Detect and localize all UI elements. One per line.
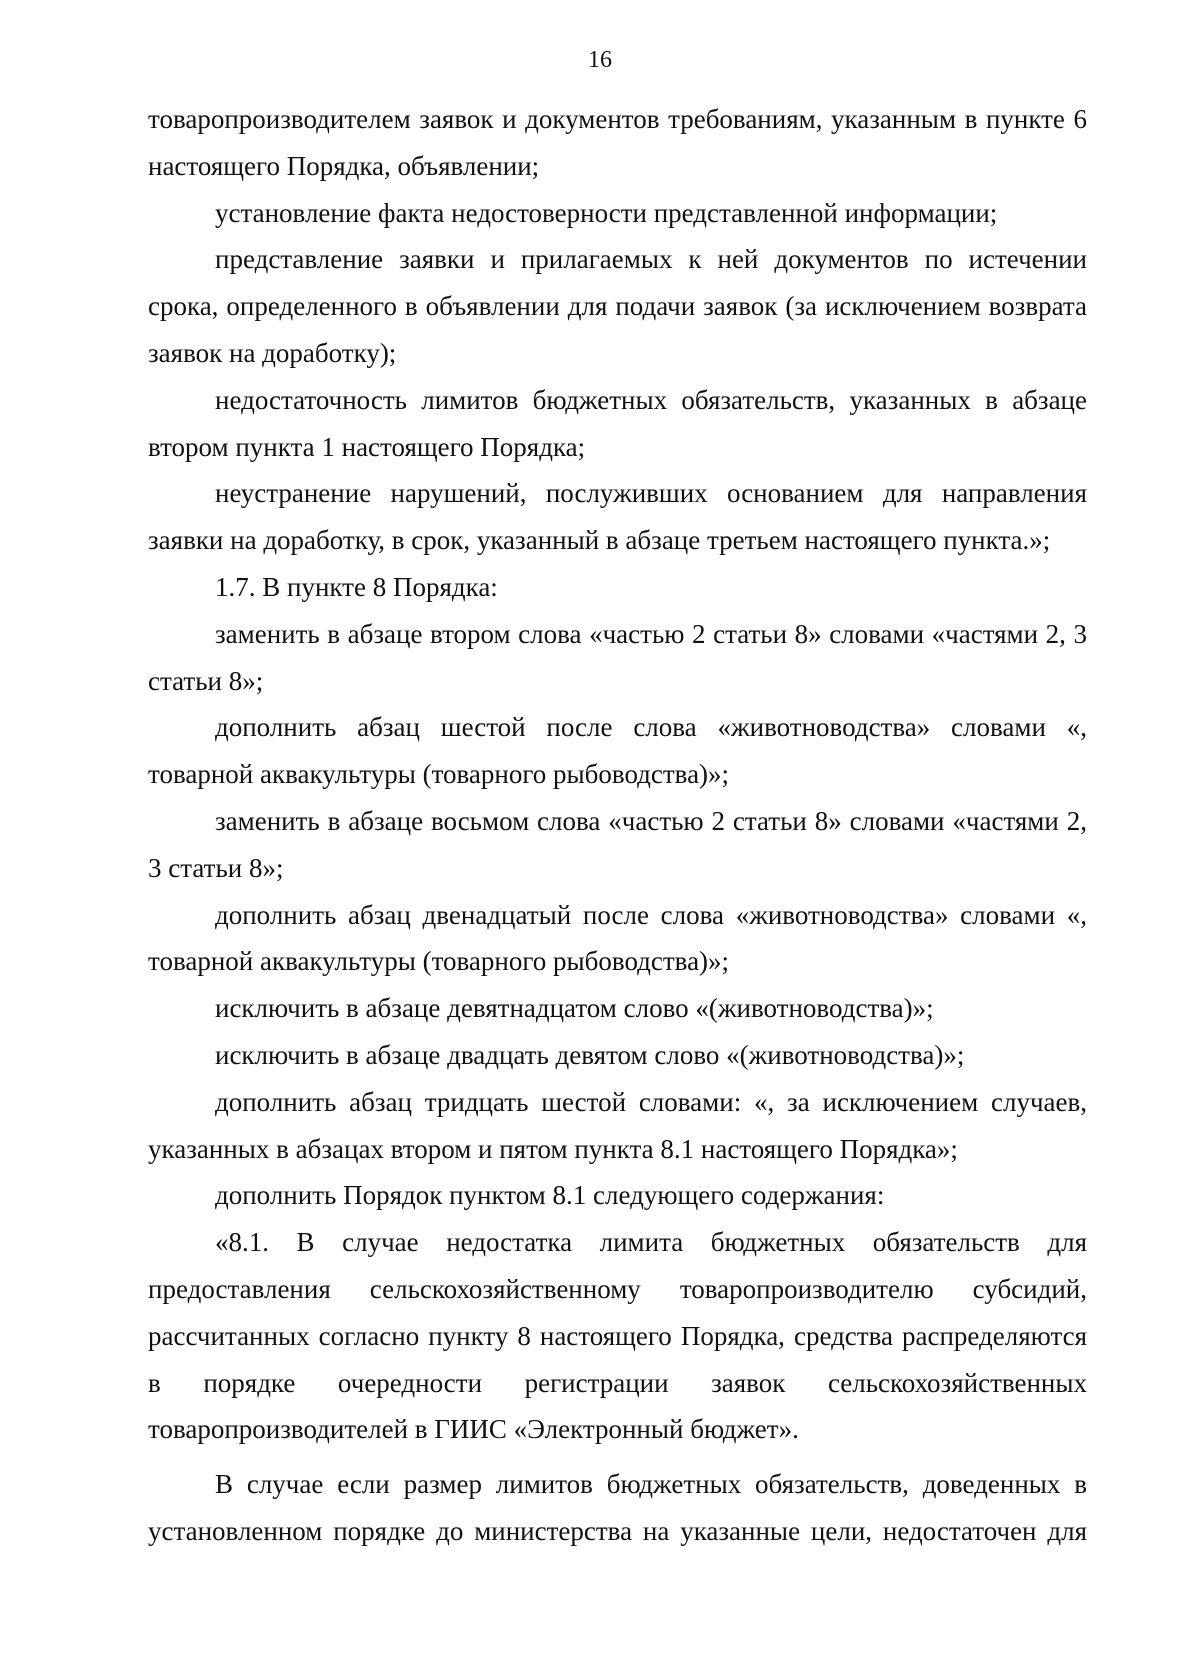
- document-body: [148, 96, 1087, 1555]
- paragraph-3: представление заявки и прилагаемых к ней документов по истечении срока, определенного в объявлении для подачи заявок (за исключением возврата заявок на доработку);: [148, 244, 1087, 368]
- paragraph-8: дополнить абзац шестой после слова «животноводства» словами «, товарной аквакультуры (товарного рыбоводства)»;: [148, 712, 1087, 790]
- paragraph-16: В случае если размер лимитов бюджетных обязательств, доведенных в установленном порядке до министерства на указанные цели, недостаточен для: [148, 1469, 1087, 1546]
- paragraph-2: установление факта недостоверности представленной информации;: [215, 197, 998, 228]
- paragraph-14: дополнить Порядок пунктом 8.1 следующего содержания:: [215, 1180, 885, 1211]
- paragraph-1: товаропроизводителем заявок и документов требованиям, указанным в пункте 6 настоящего Порядка, объявлении;: [148, 104, 1087, 181]
- paragraph-12: исключить в абзаце двадцать девятом слово «(животноводства)»;: [215, 1039, 965, 1070]
- paragraph-9: заменить в абзаце восьмом слова «частью 2 статьи 8» словами «частями 2, 3 статьи 8»;: [148, 805, 1087, 883]
- page-number: 16: [588, 47, 612, 73]
- paragraph-7: заменить в абзаце втором слова «частью 2 статьи 8» словами «частями 2, 3 статьи 8»;: [148, 618, 1087, 696]
- paragraph-10: дополнить абзац двенадцатый после слова «животноводства» словами «, товарной аквакультуры (товарного рыбоводства)»;: [148, 899, 1087, 977]
- paragraph-13: дополнить абзац тридцать шестой словами: «, за исключением случаев, указанных в абзацах втором и пятом пункта 8.1 настоящего Порядка»;: [148, 1086, 1087, 1164]
- paragraph-4: недостаточность лимитов бюджетных обязательств, указанных в абзаце втором пункта 1 настоящего Порядка;: [148, 384, 1087, 462]
- paragraph-11: исключить в абзаце девятнадцатом слово «(животноводства)»;: [215, 993, 934, 1024]
- paragraph-6: 1.7. В пункте 8 Порядка:: [215, 571, 498, 602]
- paragraph-5: неустранение нарушений, послуживших основанием для направления заявки на доработку, в срок, указанный в абзаце третьем настоящего пункта.»;: [148, 478, 1087, 556]
- paragraph-15: «8.1. В случае недостатка лимита бюджетных обязательств для предоставления сельскохозяйственному товаропроизводителю субсидий, рассчитанных согласно пункту 8 настоящего Порядка, средства распределяются в порядке очередности регистрации заявок сельскохозяйственных товаропроизводителей в ГИИС «Электронный бюджет».: [148, 1227, 1087, 1445]
